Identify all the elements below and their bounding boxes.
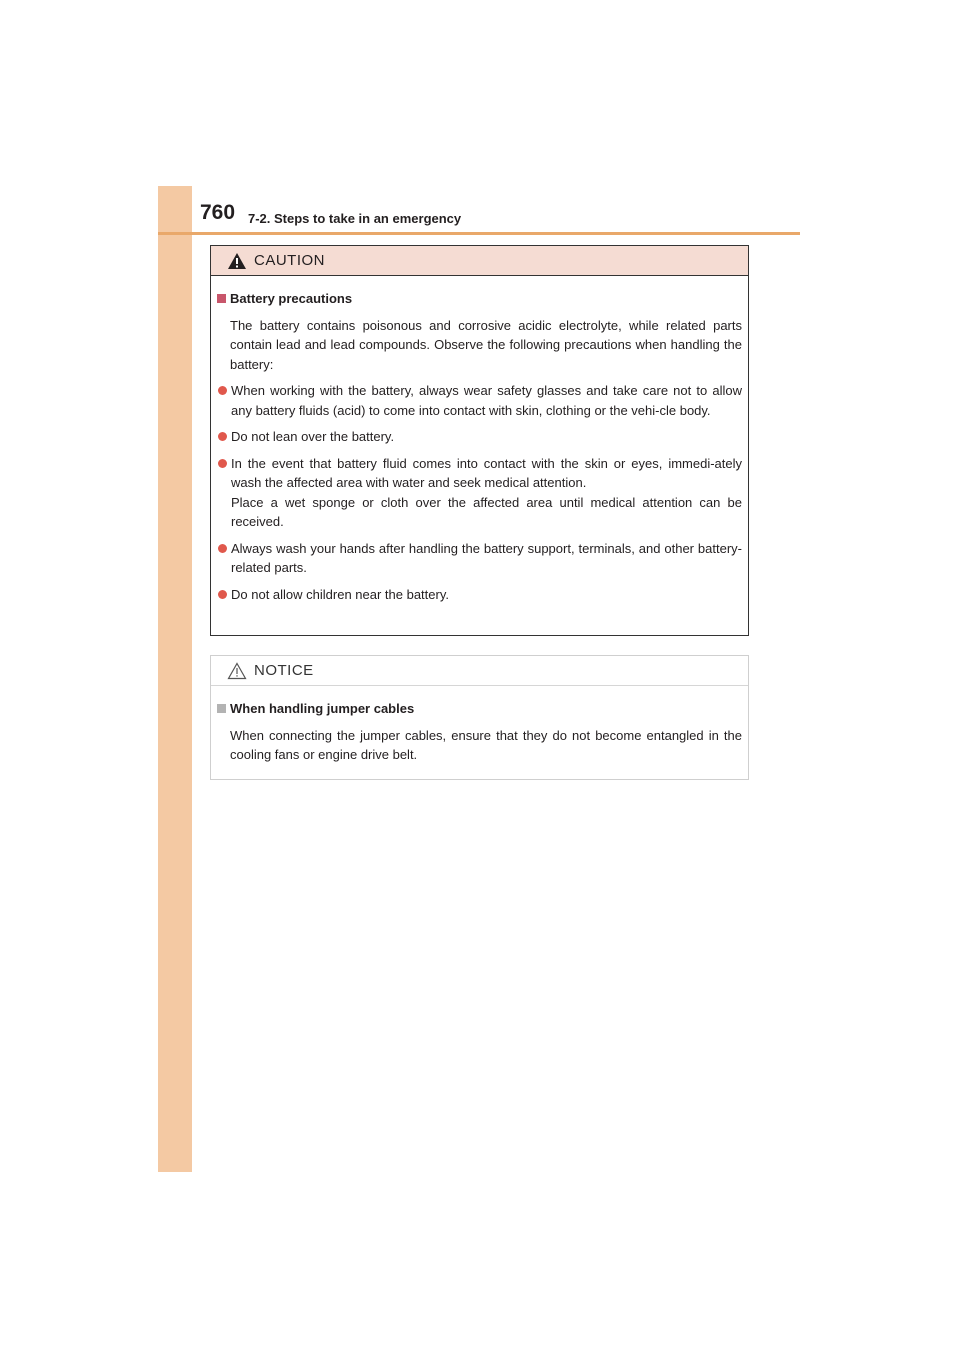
caution-subtitle-text: Battery precautions [230,291,353,306]
caution-box [210,245,749,636]
list-item [217,381,742,420]
notice-subtitle-text: When handling jumper cables [230,701,415,716]
bullet-dot-icon [218,459,227,468]
caution-header [211,246,748,276]
notice-header [211,656,748,686]
caution-intro: The battery contains poisonous and corrosive acidic electrolyte, while related parts contain lead and lead compounds. Observe the following precautions when handling the battery: [230,317,742,372]
bullet-dot-icon [218,386,227,395]
list-item [217,454,742,532]
side-color-band [158,186,192,1172]
notice-text: When connecting the jumper cables, ensure that they do not become entangled in the cooling fans or engine drive belt. [230,727,742,762]
list-item [217,585,742,605]
bullet-text: In the event that battery fluid comes into contact with the skin or eyes, immedi-ately wash the affected area with water and seek medical attention. [231,455,742,490]
bullet-dot-icon [218,590,227,599]
list-item [217,539,742,578]
bullet-dot-icon [218,544,227,553]
bullet-text-continued: Place a wet sponge or cloth over the affected area until medical attention can be received. [231,494,742,529]
square-bullet-icon [217,704,226,713]
list-item [217,427,742,447]
warning-outline-icon [227,662,247,680]
header-rule [158,232,800,235]
caution-subtitle [217,289,742,309]
caution-label: CAUTION [254,252,325,269]
bullet-text: Always wash your hands after handling the battery support, terminals, and other battery-related parts. [231,540,742,575]
bullet-text: Do not lean over the battery. [231,429,395,444]
page-number: 760 [200,201,236,224]
square-bullet-icon [217,294,226,303]
bullet-text: Do not allow children near the battery. [231,586,449,602]
caution-body [211,276,748,604]
notice-body [211,686,748,765]
bullet-text-group [231,454,742,532]
bullet-text: When working with the battery, always wear safety glasses and take care not to allow any battery fluids (acid) to come into contact with skin, clothing or the vehi-cle body. [231,383,742,418]
notice-box [210,655,749,780]
section-title: 7-2. Steps to take in an emergency [248,211,462,226]
notice-subtitle [217,699,742,719]
notice-label: NOTICE [254,662,314,679]
warning-filled-icon [227,252,247,270]
bullet-dot-icon [218,432,227,441]
